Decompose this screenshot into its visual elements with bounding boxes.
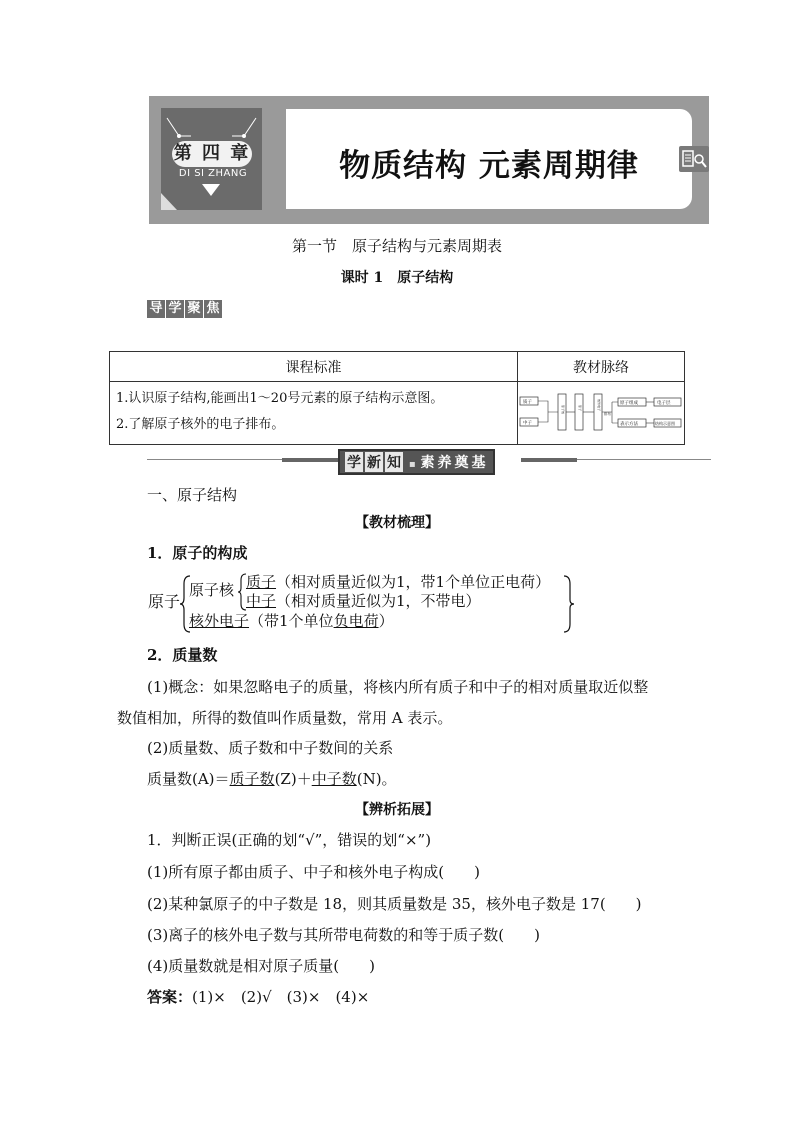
badge-char: 学 bbox=[345, 452, 363, 472]
guide-tag-char: 聚 bbox=[185, 300, 203, 318]
mindmap-node: 中子 bbox=[523, 421, 532, 426]
standards-header: 课程标准 bbox=[110, 352, 518, 382]
part-heading: 一、原子结构 bbox=[147, 486, 238, 504]
badge-char: 新 bbox=[365, 452, 383, 472]
proton-term: 质子 bbox=[246, 573, 277, 591]
mindmap-node: 原子核 bbox=[561, 405, 565, 415]
section-badge-box bbox=[338, 449, 495, 475]
neutron-note: （相对质量近似为1，不带电） bbox=[276, 592, 481, 610]
mindmap-node: 核外电子 bbox=[597, 399, 601, 412]
lesson-subtitle: 课时 1 原子结构 bbox=[340, 270, 454, 286]
mindmap-node: 表示方法 bbox=[620, 422, 638, 427]
concept-line-2: 数值相加，所得的数值叫作质量数，常用 A 表示。 bbox=[117, 709, 453, 727]
guide-tag-char: 导 bbox=[147, 300, 165, 318]
formula-proton: 质子数 bbox=[229, 770, 275, 788]
badge-text: 素养奠基 bbox=[420, 455, 489, 471]
mindmap-node: 质子 bbox=[523, 400, 532, 405]
chapter-title: 物质结构 元素周期律 bbox=[339, 148, 639, 184]
answer-line bbox=[147, 987, 369, 1007]
guide-tag bbox=[147, 297, 223, 318]
mindmap-node: 电子层 bbox=[657, 401, 671, 406]
formula-neutron: 中子数 bbox=[311, 770, 357, 788]
atom-right-brace bbox=[562, 574, 576, 634]
answer-text: (1)× (2)√ (3)× (4)× bbox=[192, 988, 370, 1006]
neutron-term: 中子 bbox=[246, 592, 277, 610]
outline-cell bbox=[518, 382, 685, 445]
atom-structure-heading: 1．原子的构成 bbox=[147, 544, 248, 562]
electron-note-pre: （带1个单位 bbox=[249, 612, 334, 630]
neutron-line bbox=[246, 591, 481, 611]
standards-table bbox=[109, 351, 685, 445]
mass-formula bbox=[147, 769, 397, 789]
formula-post: (N)。 bbox=[356, 770, 397, 788]
formula-pre: 质量数(A)＝ bbox=[147, 770, 230, 788]
judge-item: (3)离子的核外电子数与其所带电荷数的和等于质子数( ) bbox=[147, 926, 540, 944]
proton-note: （相对质量近似为1，带1个单位正电荷） bbox=[276, 573, 551, 591]
judge-item: (1)所有原子都由质子、中子和核外电子构成( ) bbox=[147, 863, 480, 881]
proton-line bbox=[246, 572, 550, 592]
extend-tag: 【辨析拓展】 bbox=[355, 802, 439, 818]
judge-item: (2)某种氯原子的中子数是 18，则其质量数是 35，核外电子数是 17( ) bbox=[147, 895, 642, 913]
guide-tag-char: 焦 bbox=[204, 300, 222, 318]
divider-right bbox=[577, 459, 711, 460]
mindmap-node: 原子组成 bbox=[620, 401, 638, 406]
mindmap-node: 结构示意图 bbox=[655, 421, 675, 426]
book-search-icon bbox=[679, 146, 709, 172]
electron-line bbox=[189, 611, 394, 631]
badge-char: 知 bbox=[385, 452, 403, 472]
formula-mid: (Z)＋ bbox=[274, 770, 312, 788]
section-title: 第一节 原子结构与元素周期表 bbox=[291, 237, 502, 255]
divider-left-thick bbox=[282, 458, 338, 462]
judge-item: (4)质量数就是相对原子质量( ) bbox=[147, 957, 375, 975]
guide-tag-char: 学 bbox=[166, 300, 184, 318]
section-badge bbox=[338, 449, 495, 471]
mindmap-node: 原子 bbox=[578, 405, 582, 412]
badge-dot: ▪ bbox=[408, 459, 416, 470]
outline-header: 教材脉络 bbox=[518, 352, 685, 382]
outline-mindmap bbox=[518, 388, 684, 440]
relation-title: (2)质量数、质子数和中子数间的关系 bbox=[147, 739, 394, 757]
chapter-arrow-icon bbox=[202, 184, 220, 196]
electron-term: 核外电子 bbox=[189, 612, 250, 630]
textbook-tag: 【教材梳理】 bbox=[355, 515, 439, 531]
nucleus-label: 原子核 bbox=[189, 581, 235, 599]
answer-label: 答案： bbox=[147, 988, 193, 1006]
electron-note-post: ） bbox=[378, 612, 394, 630]
standards-cell bbox=[110, 382, 518, 445]
electron-note-charge: 负电荷 bbox=[333, 612, 379, 630]
standard-item: 2.了解原子核外的电子排布。 bbox=[116, 417, 285, 432]
atom-label: 原子 bbox=[148, 592, 181, 611]
divider-right-thick bbox=[521, 458, 577, 462]
chapter-pinyin: DI SI ZHANG bbox=[178, 168, 248, 179]
chapter-label: 第 四 章 bbox=[172, 141, 252, 167]
judge-heading: 1．判断正误(正确的划“√”，错误的划“×”) bbox=[147, 831, 432, 849]
concept-line-1: (1)概念：如果忽略电子的质量，将核内所有质子和中子的相对质量取近似整 bbox=[147, 678, 649, 696]
standard-item: 1.认识原子结构,能画出1～20号元素的原子结构示意图。 bbox=[116, 391, 444, 406]
mindmap-node: 排布 bbox=[604, 412, 611, 416]
mass-number-heading: 2．质量数 bbox=[147, 646, 218, 664]
